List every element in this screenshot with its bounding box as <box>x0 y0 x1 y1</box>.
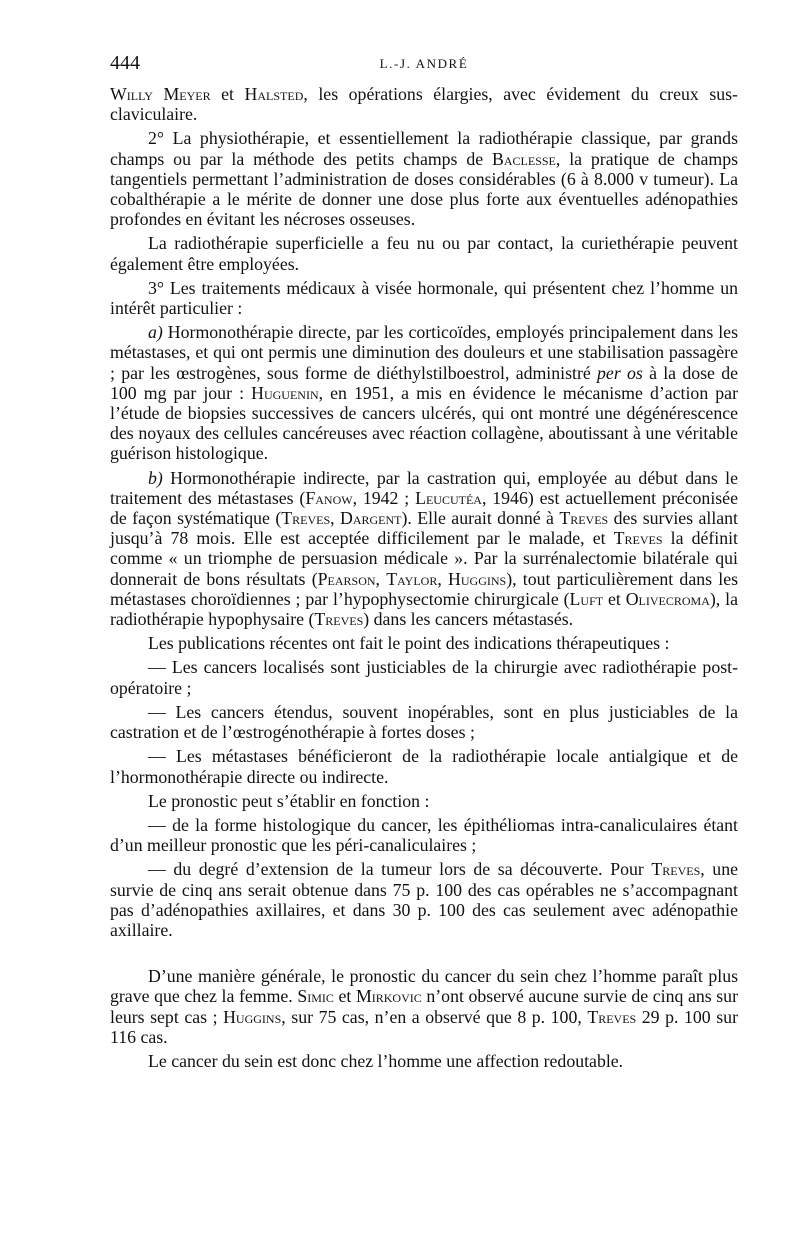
paragraph <box>110 633 738 653</box>
paragraph <box>110 859 738 940</box>
text-run: n’ont observé aucune survie de cinq ans sur leurs sept cas ; <box>110 986 738 1027</box>
text-run: des survies allant jusqu’à 78 mois. Elle est acceptée difficilement par le malade, et <box>110 508 738 549</box>
author-name: Baclesse <box>492 148 556 169</box>
author-name: Olivecroma <box>625 588 710 609</box>
author-name: Willy Meyer <box>110 84 211 104</box>
author-name: Taylor <box>386 568 438 589</box>
text-run: à la dose de 100 mg par jour : <box>110 362 738 403</box>
italic-text: b) <box>148 467 163 488</box>
text-run: ). Elle aurait donné à <box>401 508 560 529</box>
text-run: , les opérations élargies, avec évidement du creux sus-claviculaire. <box>110 84 738 125</box>
text-run: , 1946) est actuellement préconisée de façon systématique ( <box>110 487 738 529</box>
author-name: Huggins <box>223 1006 282 1027</box>
author-name: Treves <box>314 609 364 630</box>
text-run: , <box>330 508 340 529</box>
paragraph <box>110 657 738 697</box>
paragraph <box>110 128 738 229</box>
paragraph <box>110 322 738 463</box>
text-run: , en 1951, a mis en évidence le mécanisme d’action par l’étude de biopsies successives de cancers ulcérés, qui ont montré une dégénérescence des noyaux des cellules cancéreuses avec réaction collagène, aboutissant à une véritable guérison histologique. <box>110 382 738 464</box>
text-run: — du degré d’extension de la tumeur lors de sa découverte. Pour <box>148 859 652 880</box>
paragraph <box>110 278 738 318</box>
author-name: Dargent <box>339 508 402 529</box>
text-run: la définit comme « un triomphe de persuasion médicale ». Par la surrénalectomie bilatérale qui donnerait de bons résultats ( <box>110 528 738 589</box>
text-run: , <box>375 568 387 589</box>
author-name: Simic <box>297 986 334 1007</box>
text-run: et <box>333 986 356 1007</box>
book-page <box>110 52 738 1071</box>
text-run: Le cancer du sein est donc chez l’homme une affection redoutable. <box>148 1050 624 1071</box>
text-run: — de la forme histologique du cancer, les épithéliomas intra-canaliculaires étant d’un meilleur pronostic que les péri-canaliculaires ; <box>110 814 738 856</box>
author-name: Luft <box>569 588 604 609</box>
paragraph <box>110 468 738 630</box>
text-run: , sur 75 cas, n’en a observé que 8 p. 100, <box>281 1006 588 1027</box>
text-run: 3° Les traitements médicaux à visée hormonale, qui présentent chez l’homme un intérêt particulier : <box>110 277 738 319</box>
author-name: Treves <box>613 528 663 549</box>
text-run: , une survie de cinq ans serait obtenue dans 75 p. 100 des cas opérables ne s’accompagnant pas d’adénopathies axillaires, et dans 30 p. 100 des cas seulement avec adénopathie axillaire. <box>110 859 738 940</box>
text-run: , la pratique de champs tangentiels permettant l’administration de doses considérables (6 à 8.000 v tumeur). La cobalthérapie a le mérite de donner une dose plus forte aux éventuelles adénopathies profondes en évitant les nécroses osseuses. <box>110 148 738 230</box>
text-run: Hormonothérapie directe, par les corticoïdes, employés principalement dans les métastases, et qui ont permis une diminution des douleurs et une stabilisation passagère ; par les œstrogènes, sous forme de diéthylstilboestrol, administré <box>110 322 738 383</box>
italic-text: a) <box>148 322 163 343</box>
author-name: Fanow <box>305 487 353 508</box>
text-run: ) dans les cancers métastasés. <box>363 609 574 630</box>
text-run: Le pronostic peut s’établir en fonction : <box>148 790 430 811</box>
author-name: Pearson <box>317 568 376 589</box>
author-name: Leucutéa <box>415 487 482 508</box>
running-head: L.-J. ANDRÉ <box>379 56 469 71</box>
paragraph <box>110 84 738 124</box>
text-run: et <box>210 84 245 104</box>
text-run: Les publications récentes ont fait le point des indications thérapeutiques : <box>148 633 670 654</box>
text-run: — Les métastases bénéficieront de la radiothérapie locale antialgique et de l’hormonothérapie directe ou indirecte. <box>110 746 738 787</box>
text-run: D’une manière générale, le pronostic du cancer du sein chez l’homme paraît plus grave que chez la femme. <box>110 966 738 1007</box>
paragraph <box>110 1051 738 1071</box>
author-name: Treves <box>281 508 331 529</box>
paragraph <box>110 746 738 786</box>
author-name: Huguenin <box>251 382 319 403</box>
text-run: , <box>437 568 449 589</box>
text-run: 29 p. 100 sur 116 cas. <box>110 1006 738 1047</box>
text-run: et <box>603 588 626 609</box>
paragraph <box>110 815 738 855</box>
author-name: Halsted <box>244 84 304 104</box>
text-run: , 1942 ; <box>352 487 416 508</box>
author-name: Treves <box>559 508 609 529</box>
text-run: — Les cancers localisés sont justiciables de la chirurgie avec radiothérapie post-opératoire ; <box>110 657 738 698</box>
author-name: Treves <box>587 1006 637 1027</box>
body-text <box>110 84 738 1071</box>
page-number: 444 <box>110 52 140 74</box>
paragraph <box>110 233 738 273</box>
author-name: Huggins <box>448 568 507 589</box>
page-header <box>110 52 738 84</box>
italic-text: per os <box>597 362 643 383</box>
paragraph <box>110 966 738 1047</box>
author-name: Mirkovic <box>355 986 422 1007</box>
paragraph <box>110 791 738 811</box>
text-run: ), tout particulièrement dans les métastases choroïdiennes ; par l’hypophysectomie chirurgicale ( <box>110 568 739 609</box>
text-run: — Les cancers étendus, souvent inopérables, sont en plus justiciables de la castration et de l’œstrogénothérapie à fortes doses ; <box>110 701 738 743</box>
paragraph <box>110 702 738 742</box>
text-run: 2° La physiothérapie, et essentiellement la radiothérapie classique, par grands champs ou par la méthode des petits champs de <box>110 128 738 169</box>
text-run: Hormonothérapie indirecte, par la castration qui, employée au début dans le traitement des métastases ( <box>110 467 738 508</box>
text-run: ), la radiothérapie hypophysaire ( <box>110 588 738 630</box>
text-run: La radiothérapie superficielle a feu nu ou par contact, la curiethérapie peuvent également être employées. <box>110 233 738 274</box>
author-name: Treves <box>651 859 701 880</box>
